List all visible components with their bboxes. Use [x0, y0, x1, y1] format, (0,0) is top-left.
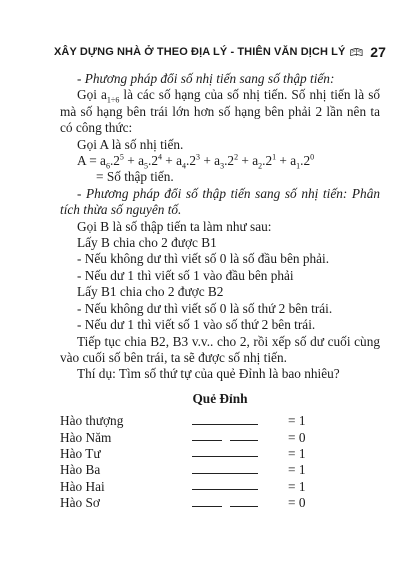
method-heading-binary-to-decimal: - Phương pháp đổi số nhị tiến sang số thập tiến: [77, 71, 335, 86]
yin-line [154, 430, 288, 446]
hexagram-line-row [60, 413, 328, 429]
line-name: Hào Hai [60, 478, 105, 494]
formula: $A = a_6.2^5 + a_5.2^4 + a_4.2^3 + a_3.2^2 + a_2.2^1 + a_1.2^0$ [77, 152, 315, 171]
line-value: = 1 [288, 413, 306, 429]
line-name: Hào Sơ [60, 495, 100, 511]
line-value: = 0 [288, 429, 306, 445]
yin-line [154, 495, 288, 511]
yang-line [154, 413, 288, 429]
line-name: Hào Tư [60, 445, 101, 461]
yang-line [154, 479, 288, 495]
formula-result: = Số thập tiến. [96, 169, 174, 185]
paragraph-definition: Gọi $a_{1\div 6}$ là các số hạng của số nhị tiến. Số nhị tiến là số mà số hạng bên trái lớn hơn số hạng bên phải 2 lần nên ta có công thức: [60, 87, 381, 136]
hexagram-title: Quẻ Đỉnh [192, 390, 248, 406]
hexagram-line-row [60, 479, 328, 495]
header-title: XÂY DỰNG NHÀ Ở THEO ĐỊA LÝ - THIÊN VĂN DỊCH LÝ [54, 46, 346, 58]
line-value: = 0 [288, 495, 306, 511]
yang-line [154, 462, 288, 478]
step-2: Lấy B1 chia cho 2 được B2 [77, 284, 224, 300]
step-1-case-0: - Nếu không dư thì viết số 0 là số đầu bên phải. [77, 251, 330, 267]
line-value: = 1 [288, 478, 306, 494]
yang-line [154, 446, 288, 462]
line-name: Hào Ba [60, 462, 101, 478]
method-heading-decimal-to-binary: - Phương pháp đổi số thập tiến sang số nhị tiến: Phân tích thừa số nguyên tố. [60, 185, 380, 218]
line-name: Hào Năm [60, 429, 112, 445]
line-value: = 1 [288, 462, 306, 478]
hexagram-line-row [60, 430, 328, 446]
step-1-case-1: - Nếu dư 1 thì viết số 1 vào đầu bên phải [77, 267, 294, 283]
hexagram-line-row [60, 495, 328, 511]
page-body [60, 71, 380, 512]
paragraph-continue: Tiếp tục chia B2, B3 v.v.. cho 2, rồi xếp số dư cuối cùng vào cuối số bên trái, ta sẽ được số nhị tiến. [60, 333, 380, 365]
example-question: Thí dụ: Tìm số thứ tự của quẻ Đỉnh là bao nhiêu? [77, 366, 340, 382]
paragraph-call-A: Gọi A là số nhị tiến. [77, 136, 184, 152]
step-1: Lấy B chia cho 2 được B1 [77, 235, 217, 251]
line-value: = 1 [288, 445, 306, 461]
hexagram-table [60, 413, 328, 511]
hexagram-line-row [60, 446, 328, 462]
book-icon [350, 46, 363, 58]
line-name: Hào thượng [60, 413, 124, 429]
hexagram-line-row [60, 462, 328, 478]
running-header [54, 44, 386, 60]
paragraph-call-B: Gọi B là số thập tiến ta làm như sau: [77, 218, 272, 234]
step-2-case-1: - Nếu dư 1 thì viết số 1 vào số thứ 2 bên trái. [77, 317, 316, 333]
page-number: 27 [370, 44, 386, 60]
step-2-case-0: - Nếu không dư thì viết số 0 là số thứ 2 bên trái. [77, 300, 333, 316]
